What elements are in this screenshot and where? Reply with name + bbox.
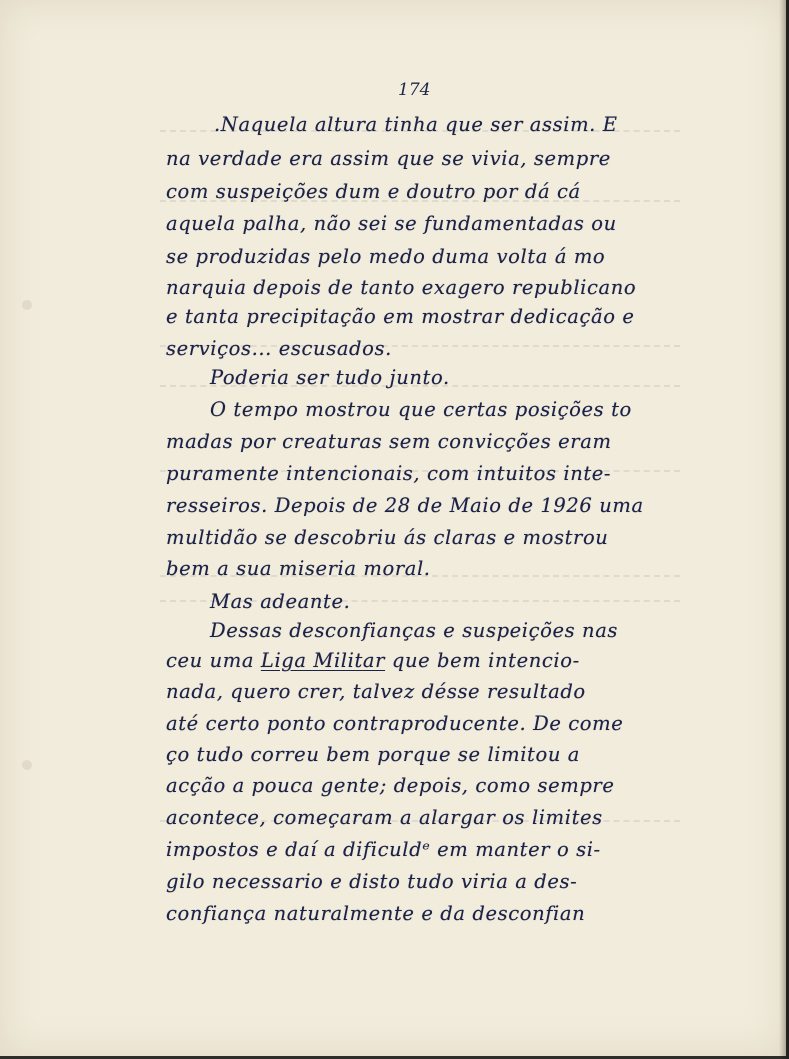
text-line: .Naquela altura tinha que ser assim. E	[214, 113, 618, 136]
text-line: impostos e daí a dificuldᵉ em manter o si-	[166, 838, 601, 861]
text-line: bem a sua miseria moral.	[166, 557, 431, 580]
page-number: 174	[398, 80, 431, 100]
text-line: e tanta precipitação em mostrar dedicação e	[166, 305, 635, 328]
underlined-term: Liga Militar	[260, 649, 386, 672]
text-line: madas por creaturas sem convicções eram	[166, 430, 612, 453]
text-line: até certo ponto contraproducente. De come	[166, 712, 624, 735]
text-line: ceu uma Liga Militar que bem intencio-	[166, 649, 580, 672]
text-line: puramente intencionais, com intuitos inte-	[166, 462, 612, 485]
text-line: aquela palha, não sei se fundamentadas ou	[166, 212, 617, 235]
text-line: nada, quero crer, talvez désse resultado	[166, 680, 586, 703]
text-line: serviços... escusados.	[166, 337, 392, 360]
text-line: resseiros. Depois de 28 de Maio de 1926 uma	[166, 494, 644, 517]
text-line: Mas adeante.	[210, 590, 351, 613]
text-line: se produzidas pelo medo duma volta á mo	[166, 245, 606, 268]
text-line: O tempo mostrou que certas posições to	[210, 398, 632, 421]
text-line: gilo necessario e disto tudo viria a des-	[166, 870, 578, 893]
text-line: confiança naturalmente e da desconfian	[166, 902, 586, 925]
page-edge-shadow	[779, 0, 789, 1059]
text-line: Poderia ser tudo junto.	[210, 366, 450, 389]
binding-hole	[22, 760, 32, 770]
text-line: multidão se descobriu ás claras e mostrou	[166, 526, 609, 549]
text-line: acontece, começaram a alargar os limites	[166, 806, 603, 829]
text-line: com suspeições dum e doutro por dá cá	[166, 180, 581, 203]
text-line: Dessas desconfianças e suspeições nas	[210, 619, 619, 642]
text-line: narquia depois de tanto exagero republicano	[166, 276, 637, 299]
text-line: ço tudo correu bem porque se limitou a	[166, 743, 581, 766]
text-line: acção a pouca gente; depois, como sempre	[166, 774, 615, 797]
binding-hole	[22, 300, 32, 310]
text-line: na verdade era assim que se vivia, sempre	[166, 147, 611, 170]
